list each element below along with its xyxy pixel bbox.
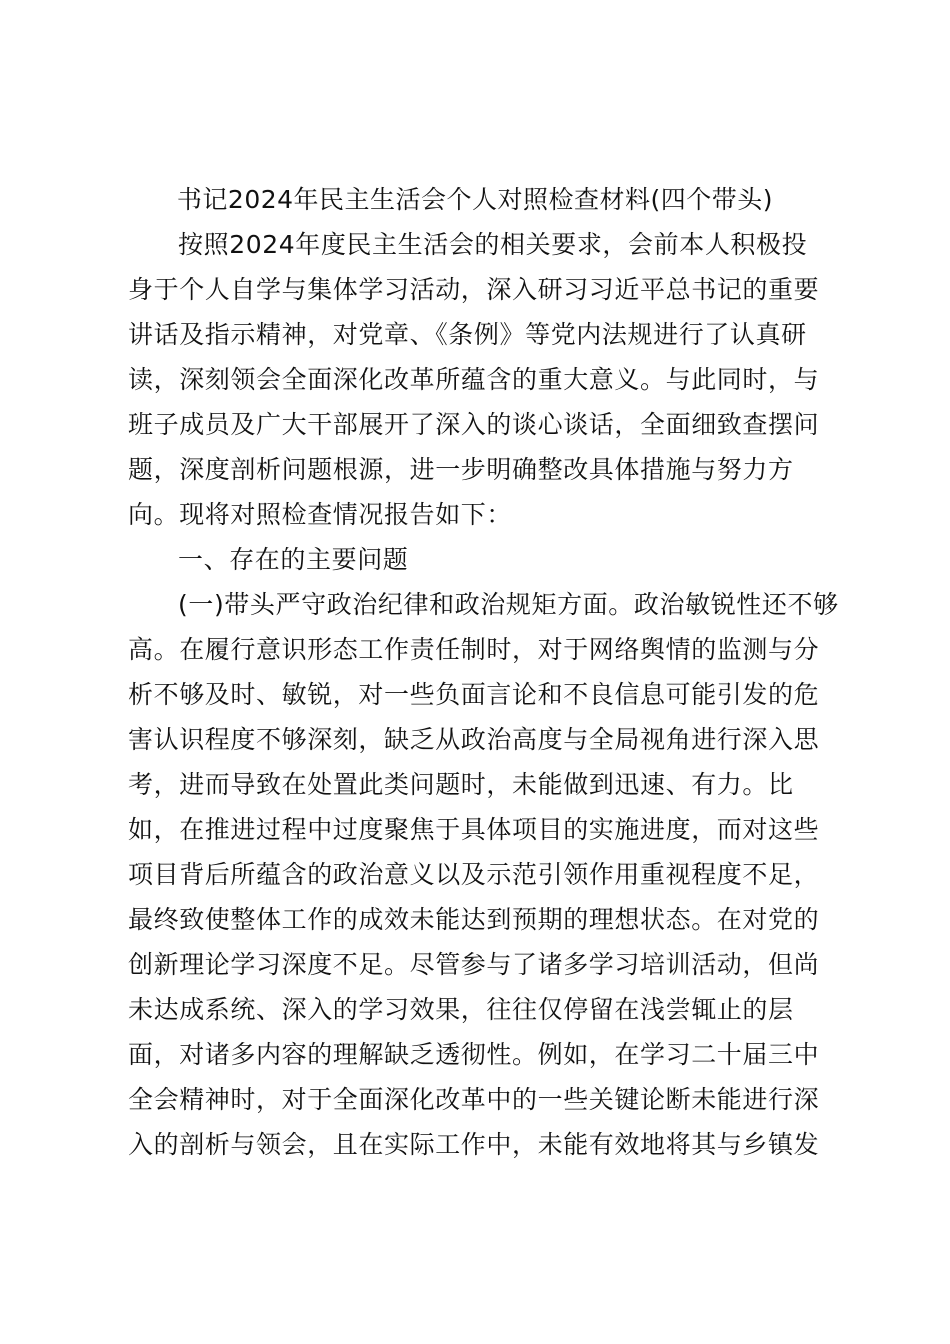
text-line: 高。在履行意识形态工作责任制时，对于网络舆情的监测与分: [128, 635, 820, 664]
text-line: 讲话及指示精神，对党章、《条例》等党内法规进行了认真研: [128, 320, 807, 349]
document-title: 书记2024年民主生活会个人对照检查材料(四个带头): [176, 185, 774, 214]
text-line: 面，对诸多内容的理解缺乏透彻性。例如，在学习二十届三中: [128, 1040, 820, 1069]
text-line: 项目背后所蕴含的政治意义以及示范引领作用重视程度不足，: [128, 860, 820, 889]
text-line: 考，进而导致在处置此类问题时，未能做到迅速、有力。比: [128, 770, 794, 799]
text-line: 未达成系统、深入的学习效果，往往仅停留在浅尝辄止的层: [128, 995, 794, 1024]
text-line: (一)带头严守政治纪律和政治规矩方面。政治敏锐性还不够: [178, 590, 839, 619]
text-line: 创新理论学习深度不足。尽管参与了诸多学习培训活动，但尚: [128, 950, 820, 979]
text-line: 题，深度剖析问题根源，进一步明确整改具体措施与努力方: [128, 455, 794, 484]
text-line: 班子成员及广大干部展开了深入的谈心谈话，全面细致查摆问: [128, 410, 820, 439]
text-line: 向。现将对照检查情况报告如下：: [128, 500, 513, 529]
text-line: 全会精神时，对于全面深化改革中的一些关键论断未能进行深: [128, 1085, 820, 1114]
text-line: 身于个人自学与集体学习活动，深入研习习近平总书记的重要: [128, 275, 820, 304]
text-line: 读，深刻领会全面深化改革所蕴含的重大意义。与此同时，与: [128, 365, 820, 394]
section-heading: 一、存在的主要问题: [178, 545, 409, 574]
text-line: 害认识程度不够深刻，缺乏从政治高度与全局视角进行深入思: [128, 725, 820, 754]
text-line: 入的剖析与领会，且在实际工作中，未能有效地将其与乡镇发: [128, 1130, 820, 1159]
text-line: 按照2024年度民主生活会的相关要求，会前本人积极投: [178, 230, 808, 259]
text-line: 最终致使整体工作的成效未能达到预期的理想状态。在对党的: [128, 905, 820, 934]
text-line: 析不够及时、敏锐，对一些负面言论和不良信息可能引发的危: [128, 680, 820, 709]
text-line: 如，在推进过程中过度聚焦于具体项目的实施进度，而对这些: [128, 815, 820, 844]
